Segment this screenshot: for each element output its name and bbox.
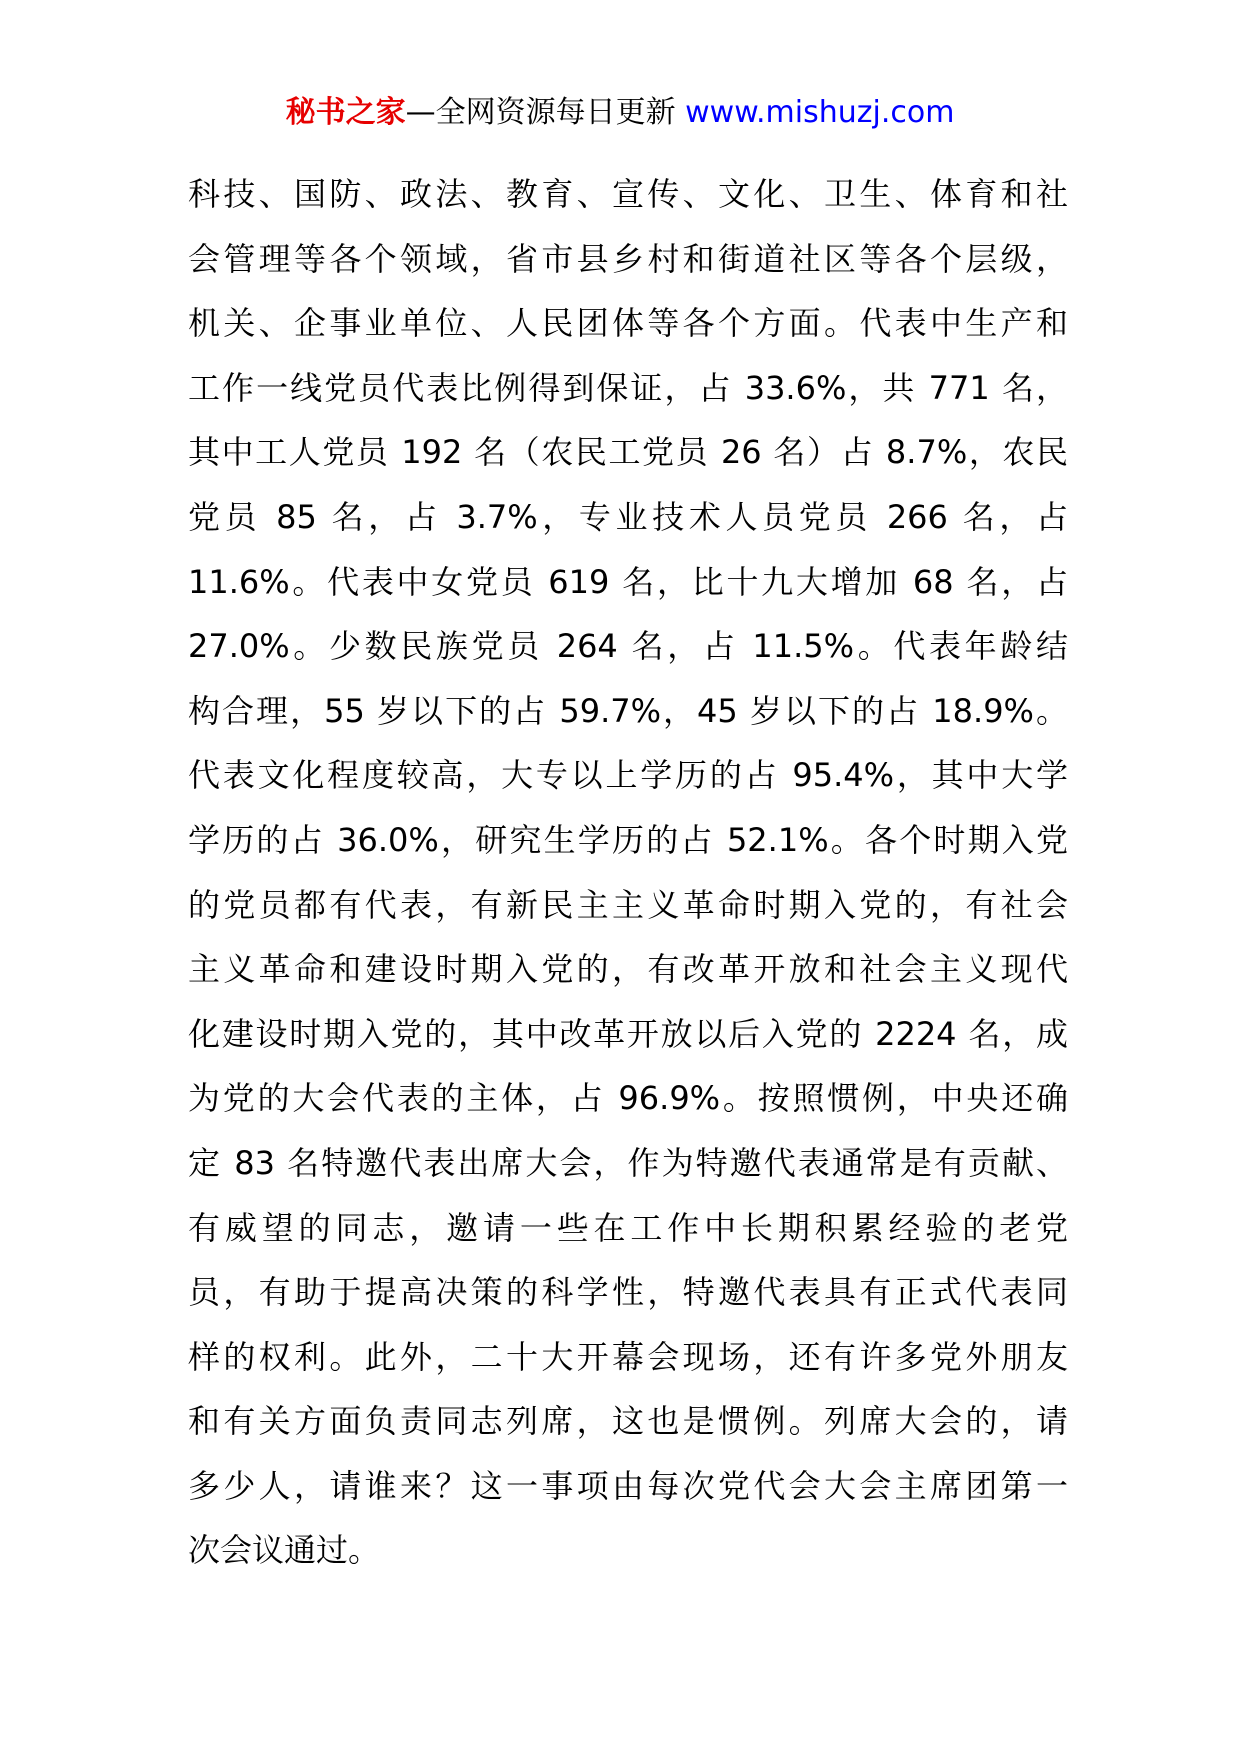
site-brand: 秘书之家 [285, 95, 406, 130]
text-line: 为党的大会代表的主体，占 96.9%。按照惯例，中央还确 [188, 1079, 1068, 1118]
text-line: 工作一线党员代表比例得到保证，占 33.6%，共 771 名， [188, 368, 1068, 407]
text-line: 27.0%。少数民族党员 264 名，占 11.5%。代表年龄结 [188, 627, 1068, 666]
text-line: 样的权利。此外，二十大开幕会现场，还有许多党外朋友 [188, 1337, 1068, 1376]
site-header [0, 92, 1240, 134]
text-line: 构合理，55 岁以下的占 59.7%，45 岁以下的占 18.9%。 [188, 691, 1068, 730]
text-line: 次会议通过。 [188, 1531, 381, 1570]
site-tagline: —全网资源每日更新 [405, 95, 676, 130]
text-line: 会管理等各个领域，省市县乡村和街道社区等各个层级， [188, 239, 1068, 278]
text-line: 和有关方面负责同志列席，这也是惯例。列席大会的，请 [188, 1402, 1068, 1441]
text-line: 定 83 名特邀代表出席大会，作为特邀代表通常是有贡献、 [188, 1143, 1068, 1182]
text-line: 主义革命和建设时期入党的，有改革开放和社会主义现代 [188, 950, 1068, 989]
text-line: 党员 85 名，占 3.7%，专业技术人员党员 266 名，占 [188, 497, 1068, 536]
text-line: 机关、企事业单位、人民团体等各个方面。代表中生产和 [188, 304, 1068, 343]
text-line: 员，有助于提高决策的科学性，特邀代表具有正式代表同 [188, 1273, 1068, 1312]
text-line: 多少人，请谁来？这一事项由每次党代会大会主席团第一 [188, 1466, 1068, 1505]
text-line: 学历的占 36.0%，研究生学历的占 52.1%。各个时期入党 [188, 820, 1068, 859]
text-line: 化建设时期入党的，其中改革开放以后入党的 2224 名，成 [188, 1014, 1068, 1053]
document-body [188, 162, 1068, 1583]
text-line: 的党员都有代表，有新民主主义革命时期入党的，有社会 [188, 885, 1068, 924]
text-line: 有威望的同志，邀请一些在工作中长期积累经验的老党 [188, 1208, 1068, 1247]
text-line: 11.6%。代表中女党员 619 名，比十九大增加 68 名，占 [188, 562, 1068, 601]
site-url-link[interactable]: www.mishuzj.com [685, 95, 955, 130]
text-line: 其中工人党员 192 名（农民工党员 26 名）占 8.7%，农民 [188, 433, 1068, 472]
text-line: 代表文化程度较高，大专以上学历的占 95.4%，其中大学 [188, 756, 1068, 795]
text-line: 科技、国防、政法、教育、宣传、文化、卫生、体育和社 [188, 175, 1068, 213]
